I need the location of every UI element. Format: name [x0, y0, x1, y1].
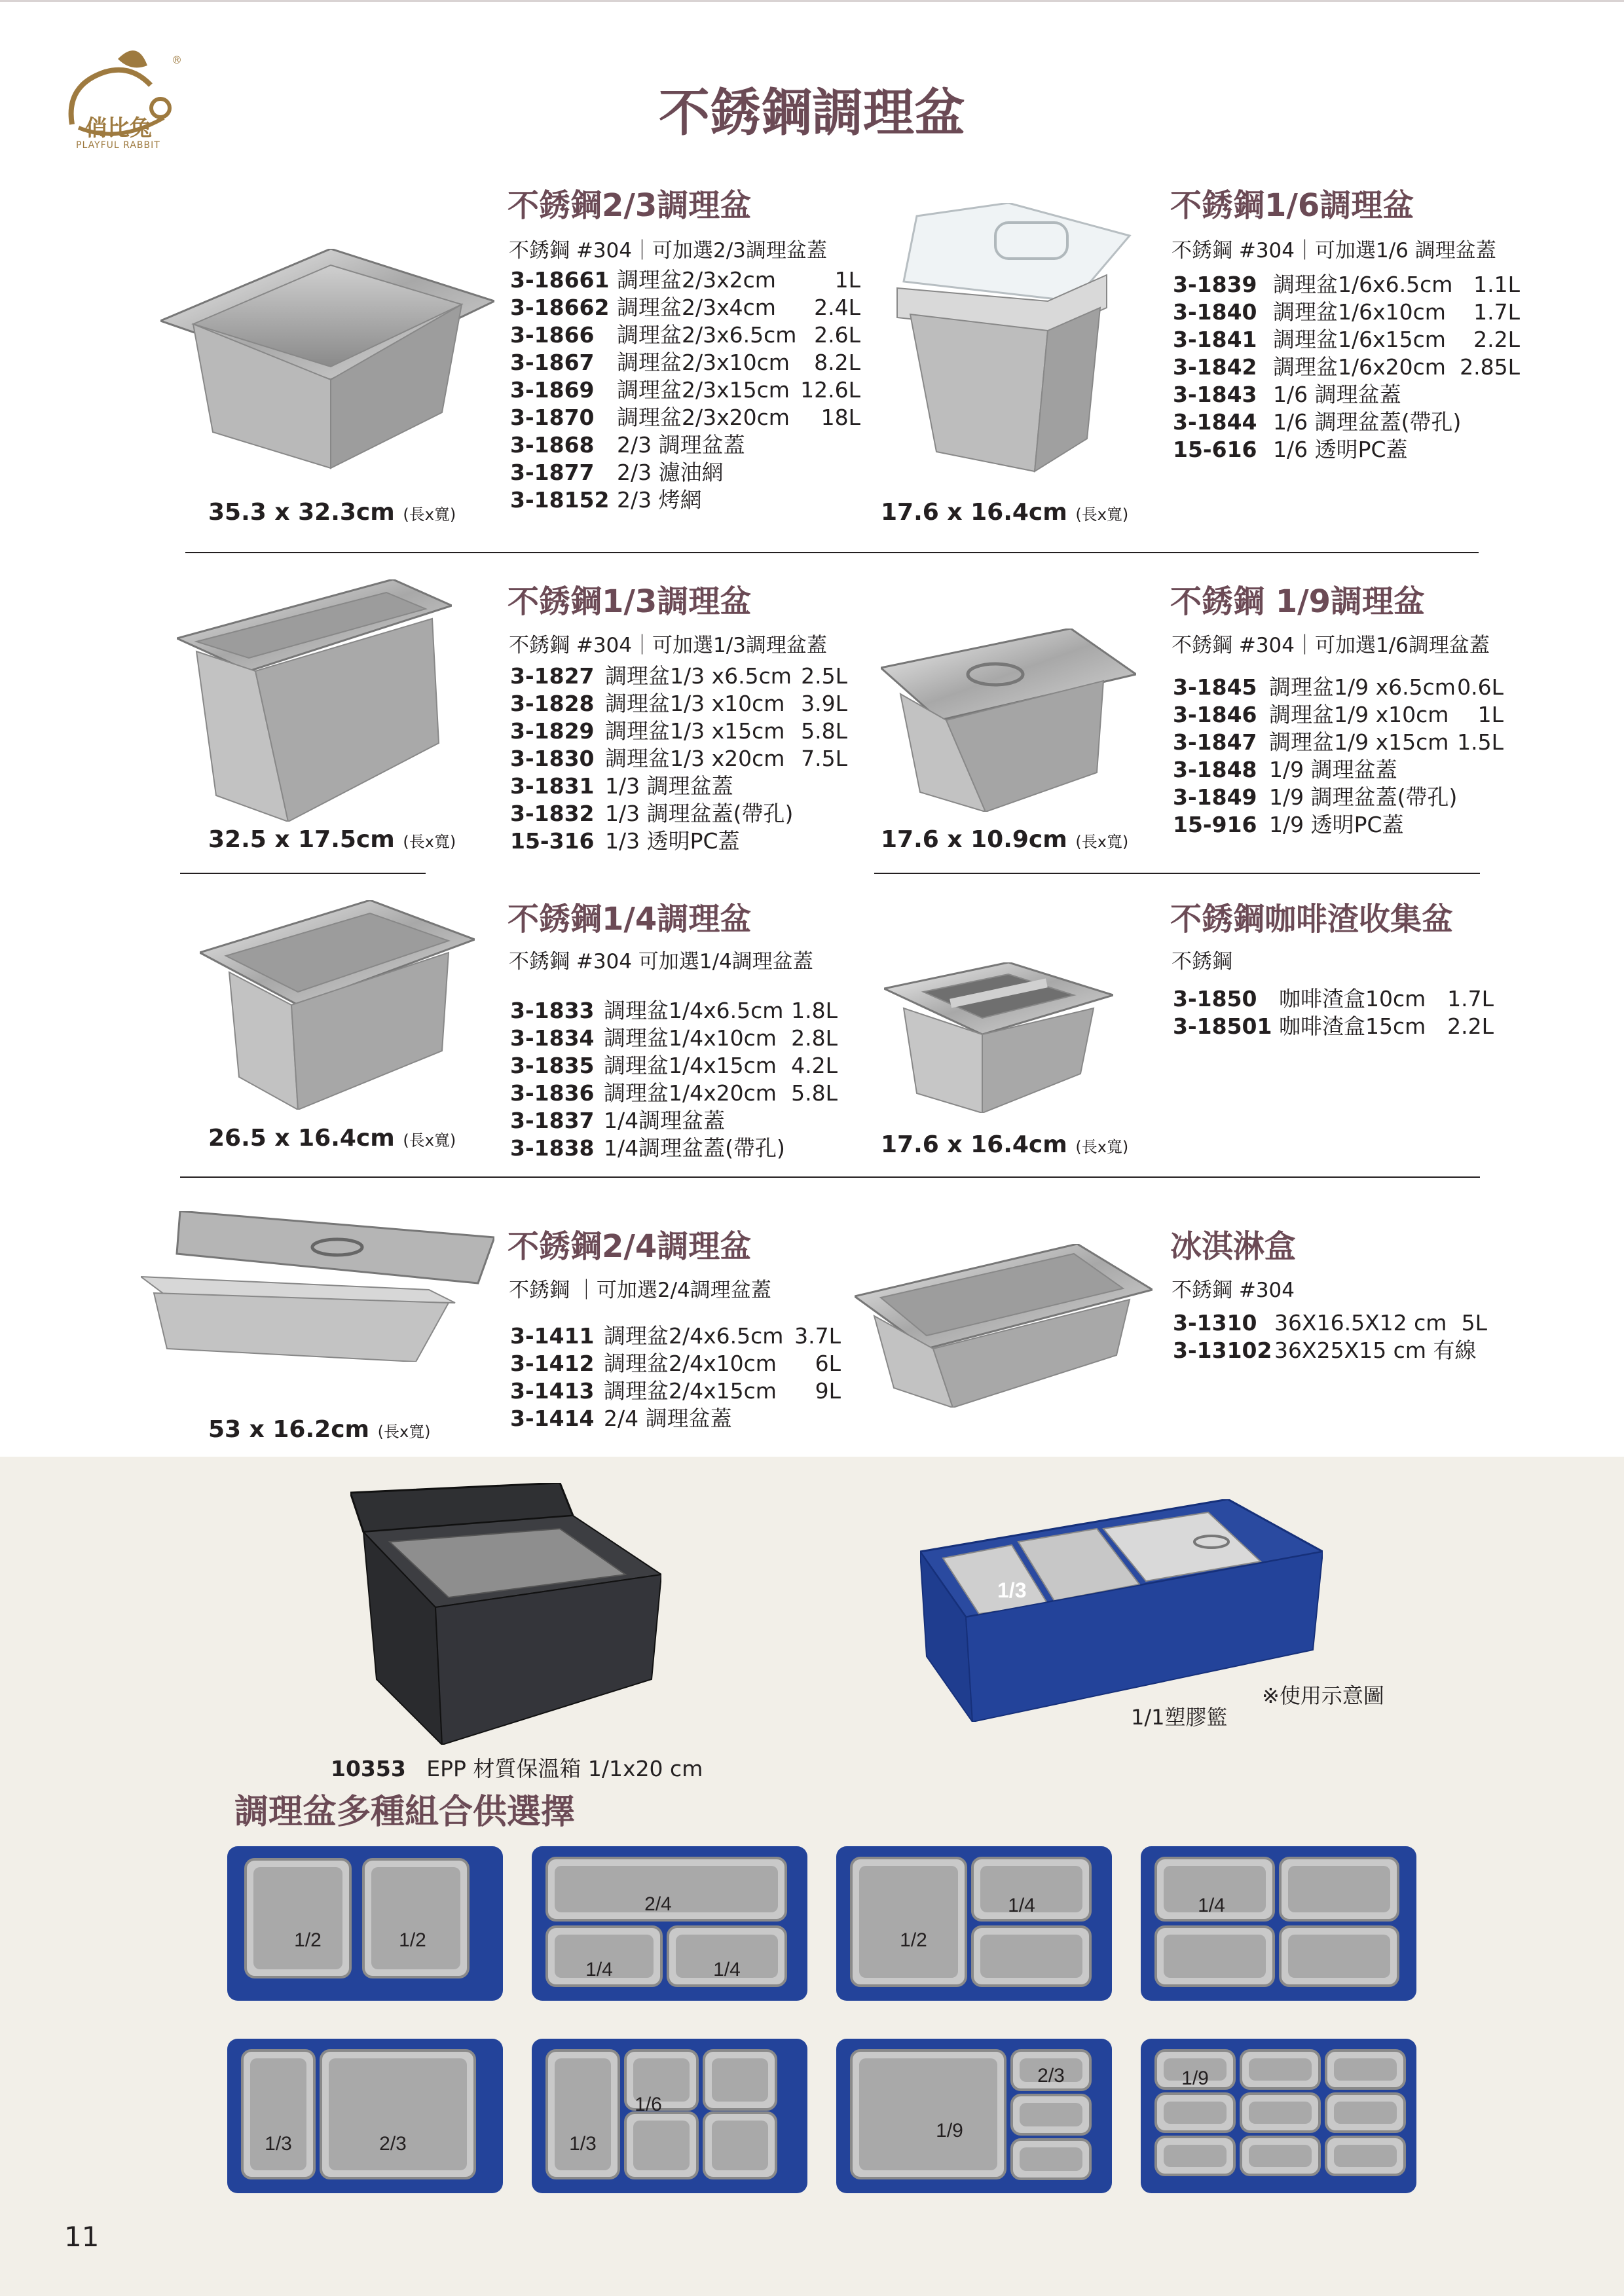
section-subtitle-1-9: 不銹鋼 #304｜可加選1/6調理盆蓋 [1172, 634, 1490, 657]
pan-1-9-image [881, 629, 1136, 812]
pan-cell-inner [980, 1935, 1082, 1978]
product-code: 3-1834 [510, 1025, 595, 1051]
spec-row [510, 1350, 841, 1377]
product-code: 15-916 [1173, 812, 1257, 837]
product-code: 3-1844 [1173, 409, 1257, 435]
product-capacity: 2.8L [791, 1025, 838, 1051]
spec-row [1173, 985, 1494, 1013]
product-capacity [1439, 811, 1504, 839]
section-title-1-3: 不銹鋼1/3調理盆 [507, 583, 752, 620]
pan-cell-inner [1164, 2102, 1227, 2124]
product-code: 3-18152 [510, 487, 610, 513]
product-capacity: 1.5L [1457, 729, 1504, 755]
spec-table-1-3 [510, 663, 847, 855]
page-title: 不銹鋼調理盆 [658, 84, 965, 143]
product-capacity [771, 1135, 838, 1162]
spec-row [1173, 326, 1520, 354]
product-code: 3-1830 [510, 746, 595, 771]
combo-crate [226, 2037, 504, 2195]
section-title-coffee: 不銹鋼咖啡渣收集盆 [1170, 901, 1454, 938]
epp-caption: 10353 EPP 材質保溫箱 1/1x20 cm [331, 1756, 703, 1781]
dimension-1-9: 17.6 x 10.9cm (長x寬) [881, 826, 1129, 853]
spec-row [1173, 299, 1520, 326]
pan-size-label: 2/3 [379, 2133, 407, 2155]
section-subtitle-1-6: 不銹鋼 #304｜可加選1/6 調理盆蓋 [1172, 239, 1496, 263]
product-description: 調理盆1/4x15cm [604, 1053, 777, 1078]
top-rule [0, 0, 1624, 2]
dimension-coffee: 17.6 x 16.4cm (長x寬) [881, 1131, 1129, 1158]
product-capacity: 3.9L [801, 691, 847, 716]
spec-row [1173, 811, 1504, 839]
section-subtitle-icecream: 不銹鋼 #304 [1172, 1279, 1295, 1302]
product-description: 調理盆2/3x20cm [617, 405, 790, 430]
product-code: 3-1868 [510, 432, 595, 458]
product-code: 3-1412 [510, 1351, 595, 1376]
pan-cell-inner [1334, 2102, 1397, 2124]
product-capacity: 1.8L [791, 998, 838, 1023]
pan-size-label: 2/3 [1037, 2065, 1065, 2086]
product-capacity [775, 800, 847, 828]
product-description: 1/3 調理盆蓋(帶孔) [605, 801, 794, 826]
pan-cell-inner [1288, 1935, 1390, 1978]
spec-table-2-3 [510, 266, 860, 514]
product-description: 調理盆2/3x15cm [617, 377, 790, 403]
divider-3 [180, 1176, 1480, 1178]
spec-row [510, 800, 847, 828]
product-code: 3-1838 [510, 1135, 595, 1161]
product-capacity: 5L [1461, 1310, 1487, 1336]
pan-cell-inner [1020, 2103, 1082, 2126]
product-capacity [1460, 381, 1520, 409]
product-code: 3-1841 [1173, 327, 1257, 352]
product-description: 調理盆1/3 x20cm [605, 746, 785, 771]
spec-row [510, 828, 847, 855]
registered-mark: ® [172, 54, 182, 66]
spec-row [510, 321, 860, 349]
divider-1 [185, 552, 1479, 553]
section-subtitle-1-4: 不銹鋼 #304 可加選1/4調理盆蓋 [509, 950, 813, 974]
product-capacity: 7.5L [801, 746, 847, 771]
pan-cell-inner [1249, 2145, 1312, 2167]
usage-note: ※使用示意圖 [1262, 1683, 1384, 1708]
spec-row [510, 773, 847, 800]
spec-row [510, 1025, 838, 1052]
product-capacity [794, 431, 860, 459]
product-description: 1/3 透明PC蓋 [605, 828, 740, 854]
product-description: 調理盆1/4x20cm [604, 1080, 777, 1106]
spec-row [510, 1405, 841, 1432]
crate-pan-label: 1/3 [997, 1578, 1027, 1602]
product-description: 1/6 透明PC蓋 [1273, 437, 1408, 462]
product-capacity: 1.1L [1473, 272, 1520, 297]
spec-row [1173, 784, 1504, 811]
section-title-icecream: 冰淇淋盒 [1170, 1228, 1297, 1265]
product-description: 調理盆1/9 x10cm [1269, 702, 1449, 727]
spec-row [1173, 756, 1504, 784]
product-description: 調理盆1/3 x15cm [605, 718, 785, 744]
product-capacity [1460, 436, 1520, 464]
pan-2-4-image [141, 1211, 494, 1362]
section-subtitle-coffee: 不銹鋼 [1172, 950, 1232, 974]
spec-row [510, 690, 847, 718]
product-code: 3-1833 [510, 998, 595, 1023]
spec-table-2-4 [510, 1322, 841, 1432]
product-capacity: 4.2L [791, 1053, 838, 1078]
pan-cell-inner [1020, 2147, 1082, 2171]
product-capacity: 2.4L [814, 295, 860, 320]
coffee-pan-image [884, 962, 1113, 1113]
product-description: 1/3 調理盆蓋 [605, 773, 733, 799]
product-description: 調理盆1/6x6.5cm [1273, 272, 1453, 297]
spec-row [510, 663, 847, 690]
product-description: 1/9 透明PC蓋 [1269, 812, 1404, 837]
product-description: 調理盆1/6x15cm [1273, 327, 1446, 352]
spec-row [510, 1080, 838, 1107]
product-description: 調理盆1/6x10cm [1273, 299, 1446, 325]
pan-size-label: 1/9 [1181, 2068, 1209, 2089]
product-capacity [775, 773, 847, 800]
product-description: 2/4 調理盆蓋 [604, 1406, 732, 1431]
product-capacity: 18L [821, 405, 860, 430]
dimension-2-3: 35.3 x 32.3cm (長x寬) [208, 499, 456, 526]
product-capacity: 1.7L [1447, 986, 1494, 1011]
spec-row [510, 1052, 838, 1080]
spec-table-1-4 [510, 997, 838, 1162]
combo-crate [226, 1845, 504, 2002]
product-description: 調理盆2/3x2cm [617, 267, 776, 293]
product-code: 3-1413 [510, 1378, 595, 1404]
spec-row [1173, 409, 1520, 436]
product-code: 3-1836 [510, 1080, 595, 1106]
spec-row [510, 1135, 838, 1162]
pan-size-label: 2/4 [644, 1893, 672, 1915]
dimension-1-6: 17.6 x 16.4cm (長x寬) [881, 499, 1129, 526]
product-description: 調理盆1/4x6.5cm [604, 998, 784, 1023]
product-description: 2/3 調理盆蓋 [617, 432, 745, 458]
product-code: 3-1839 [1173, 272, 1257, 297]
pan-cell-inner [253, 1867, 342, 1969]
product-capacity: 5.8L [791, 1080, 838, 1106]
section-subtitle-2-4: 不銹鋼 ｜可加選2/4調理盆蓋 [509, 1279, 771, 1302]
product-description: 調理盆1/3 x10cm [605, 691, 785, 716]
section-title-1-9: 不銹鋼 1/9調理盆 [1170, 583, 1426, 620]
pan-cell-inner [1164, 2145, 1227, 2167]
product-description: 調理盆1/6x20cm [1273, 354, 1446, 380]
product-description: 調理盆2/3x6.5cm [617, 322, 797, 348]
product-code: 3-1866 [510, 322, 595, 348]
product-code: 3-18661 [510, 267, 610, 293]
dimension-2-4: 53 x 16.2cm (長x寬) [208, 1416, 431, 1443]
pan-cell-inner [633, 2121, 690, 2170]
pan-cell-inner [712, 2058, 768, 2102]
product-code: 3-1850 [1173, 986, 1257, 1011]
product-capacity: 2.5L [801, 663, 847, 689]
spec-row [510, 997, 838, 1025]
product-code: 3-1870 [510, 405, 595, 430]
page-number: 11 [64, 2221, 100, 2253]
pan-size-label: 1/3 [265, 2133, 292, 2155]
product-code: 3-1831 [510, 773, 595, 799]
product-description: 調理盆2/4x10cm [604, 1351, 777, 1376]
product-code: 3-18662 [510, 295, 610, 320]
product-code: 3-1829 [510, 718, 595, 744]
spec-row [1173, 271, 1520, 299]
product-capacity [794, 459, 860, 486]
spec-row [1173, 354, 1520, 381]
pan-cell-inner [1334, 2145, 1397, 2167]
product-code: 3-1847 [1173, 729, 1257, 755]
section-title-1-6: 不銹鋼1/6調理盆 [1170, 187, 1414, 224]
product-code: 3-1877 [510, 460, 595, 485]
pan-size-label: 1/4 [1198, 1895, 1225, 1916]
spec-table-1-9 [1173, 674, 1504, 839]
brand-name-cn: 俏比兔 [85, 115, 152, 141]
spec-table-icecream [1173, 1309, 1487, 1364]
product-code: 3-1837 [510, 1108, 595, 1133]
spec-row [510, 294, 860, 321]
pan-cell-inner [1249, 2102, 1312, 2124]
product-description: 咖啡渣盒15cm [1279, 1013, 1426, 1039]
product-capacity: 2.6L [814, 322, 860, 348]
pan-cell-inner [371, 1867, 460, 1969]
spec-row [1173, 701, 1504, 729]
divider-2a [180, 873, 426, 874]
product-capacity: 3.7L [794, 1323, 841, 1349]
dimension-1-3: 32.5 x 17.5cm (長x寬) [208, 826, 456, 853]
spec-row [1173, 436, 1520, 464]
pan-size-label: 1/2 [900, 1929, 927, 1951]
pan-1-4-image [200, 900, 475, 1110]
pan-cell-inner [1164, 1935, 1266, 1978]
product-capacity: 8.2L [814, 350, 860, 375]
product-description: 調理盆2/4x15cm [604, 1378, 777, 1404]
product-code: 3-1845 [1173, 674, 1257, 700]
section-title-1-4: 不銹鋼1/4調理盆 [507, 901, 752, 938]
product-capacity: 2.2L [1447, 1013, 1494, 1039]
product-description: 36X16.5X12 cm [1274, 1310, 1447, 1336]
product-description: 1/4調理盆蓋 [604, 1108, 726, 1133]
spec-row [510, 431, 860, 459]
product-description: 咖啡渣盒10cm [1279, 986, 1426, 1011]
section-subtitle-1-3: 不銹鋼 #304｜可加選1/3調理盆蓋 [509, 634, 827, 657]
product-description: 調理盆2/3x10cm [617, 350, 790, 375]
product-description: 調理盆1/9 x6.5cm [1269, 674, 1456, 700]
dimension-1-4: 26.5 x 16.4cm (長x寬) [208, 1125, 456, 1152]
pan-1-3-image [177, 579, 452, 822]
product-code: 3-1842 [1173, 354, 1257, 380]
product-capacity: 5.8L [801, 718, 847, 744]
pan-size-label: 1/4 [713, 1959, 741, 1980]
product-description: 1/6 調理盆蓋(帶孔) [1273, 409, 1462, 435]
product-description: 調理盆1/3 x6.5cm [605, 663, 792, 689]
spec-row [510, 266, 860, 294]
product-code: 3-1835 [510, 1053, 595, 1078]
combo-crate [835, 1845, 1113, 2002]
spec-row [510, 459, 860, 486]
product-code: 3-1843 [1173, 382, 1257, 407]
product-capacity [775, 828, 847, 855]
product-code: 3-1867 [510, 350, 595, 375]
spec-row [510, 745, 847, 773]
spec-row [510, 1377, 841, 1405]
product-description: 調理盆1/4x10cm [604, 1025, 777, 1051]
spec-row [510, 376, 860, 404]
spec-row [1173, 381, 1520, 409]
product-capacity: 2.85L [1460, 354, 1520, 380]
pan-size-label: 1/2 [399, 1929, 426, 1951]
spec-row [510, 1107, 838, 1135]
combo-crate [1139, 1845, 1418, 2002]
product-capacity: 12.6L [800, 377, 860, 403]
product-code: 3-1840 [1173, 299, 1257, 325]
pan-cell-inner [712, 2121, 768, 2170]
spec-row [1173, 1309, 1487, 1337]
pan-size-label: 1/2 [294, 1929, 322, 1951]
product-description: 調理盆2/3x4cm [617, 295, 776, 320]
product-capacity: 1.7L [1473, 299, 1520, 325]
product-description: 1/9 調理盆蓋(帶孔) [1269, 784, 1458, 810]
pan-cell-inner [1249, 2058, 1312, 2081]
pan-1-6-image [877, 203, 1139, 478]
divider-2b [874, 873, 1480, 874]
combo-crate [835, 2037, 1113, 2195]
spec-row [1173, 1013, 1494, 1040]
product-capacity: 1L [834, 267, 860, 293]
pan-cell-inner [859, 1866, 958, 1978]
product-description: 調理盆2/4x6.5cm [604, 1323, 784, 1349]
product-capacity: 2.2L [1473, 327, 1520, 352]
spec-table-1-6 [1173, 271, 1520, 464]
product-code: 3-1849 [1173, 784, 1257, 810]
spec-row [510, 486, 860, 514]
pan-size-label: 1/3 [569, 2133, 597, 2155]
combo-title: 調理盆多種組合供選擇 [234, 1793, 576, 1832]
pan-cell-inner [1334, 2058, 1397, 2081]
product-code: 15-616 [1173, 437, 1257, 462]
pan-size-label: 1/6 [635, 2094, 662, 2115]
product-description: 1/9 調理盆蓋 [1269, 757, 1397, 782]
product-capacity [771, 1107, 838, 1135]
product-capacity: 1L [1477, 702, 1504, 727]
product-capacity [794, 486, 860, 514]
product-capacity [1439, 756, 1504, 784]
product-code: 3-1869 [510, 377, 595, 403]
product-capacity [1460, 409, 1520, 436]
product-description: 36X25X15 cm 有線 [1274, 1338, 1477, 1363]
spec-row [1173, 674, 1504, 701]
spec-row [1173, 729, 1504, 756]
product-code: 3-1411 [510, 1323, 595, 1349]
spec-row [510, 1322, 841, 1350]
product-code: 3-1827 [510, 663, 595, 689]
pan-size-label: 1/4 [1008, 1895, 1035, 1916]
product-code: 15-316 [510, 828, 595, 854]
product-code: 3-1828 [510, 691, 595, 716]
product-capacity: 9L [815, 1378, 841, 1404]
product-description: 1/4調理盆蓋(帶孔) [604, 1135, 785, 1161]
crate-label: 1/1塑膠籃 [1131, 1705, 1228, 1730]
pan-cell-inner [1288, 1866, 1390, 1912]
product-capacity: 6L [815, 1351, 841, 1376]
spec-row [1173, 1337, 1487, 1364]
section-title-2-4: 不銹鋼2/4調理盆 [507, 1228, 752, 1265]
product-description: 1/6 調理盆蓋 [1273, 382, 1401, 407]
product-description: 2/3 濾油網 [617, 460, 724, 485]
product-capacity [771, 1405, 841, 1432]
icecream-box-image [855, 1244, 1153, 1408]
product-code: 3-1414 [510, 1406, 595, 1431]
product-description: 2/3 烤網 [617, 487, 702, 513]
section-title-2-3: 不銹鋼2/3調理盆 [507, 187, 752, 224]
pan-2-3-image [160, 249, 494, 471]
combo-crate [530, 1845, 809, 2002]
product-code: 3-1846 [1173, 702, 1257, 727]
section-subtitle-2-3: 不銹鋼 #304｜可加選2/3調理盆蓋 [509, 239, 827, 263]
product-capacity: 0.6L [1457, 674, 1504, 700]
spec-row [510, 718, 847, 745]
pan-size-label: 1/9 [936, 2120, 963, 2141]
combo-crate [1139, 2037, 1418, 2195]
product-code: 3-18501 [1173, 1013, 1272, 1039]
product-capacity [1439, 784, 1504, 811]
epp-box-image [350, 1483, 661, 1745]
spec-row [510, 349, 860, 376]
pan-cell-inner [859, 2058, 997, 2170]
spec-table-coffee [1173, 985, 1494, 1040]
product-code: 3-1848 [1173, 757, 1257, 782]
product-code: 3-1310 [1173, 1310, 1257, 1336]
product-code: 3-1832 [510, 801, 595, 826]
brand-name-en: PLAYFUL RABBIT [76, 140, 160, 151]
product-code: 3-13102 [1173, 1338, 1272, 1363]
product-description: 調理盆1/9 x15cm [1269, 729, 1449, 755]
pan-size-label: 1/4 [585, 1959, 613, 1980]
spec-row [510, 404, 860, 431]
product-capacity [1431, 1337, 1487, 1364]
combo-crate [530, 2037, 809, 2195]
